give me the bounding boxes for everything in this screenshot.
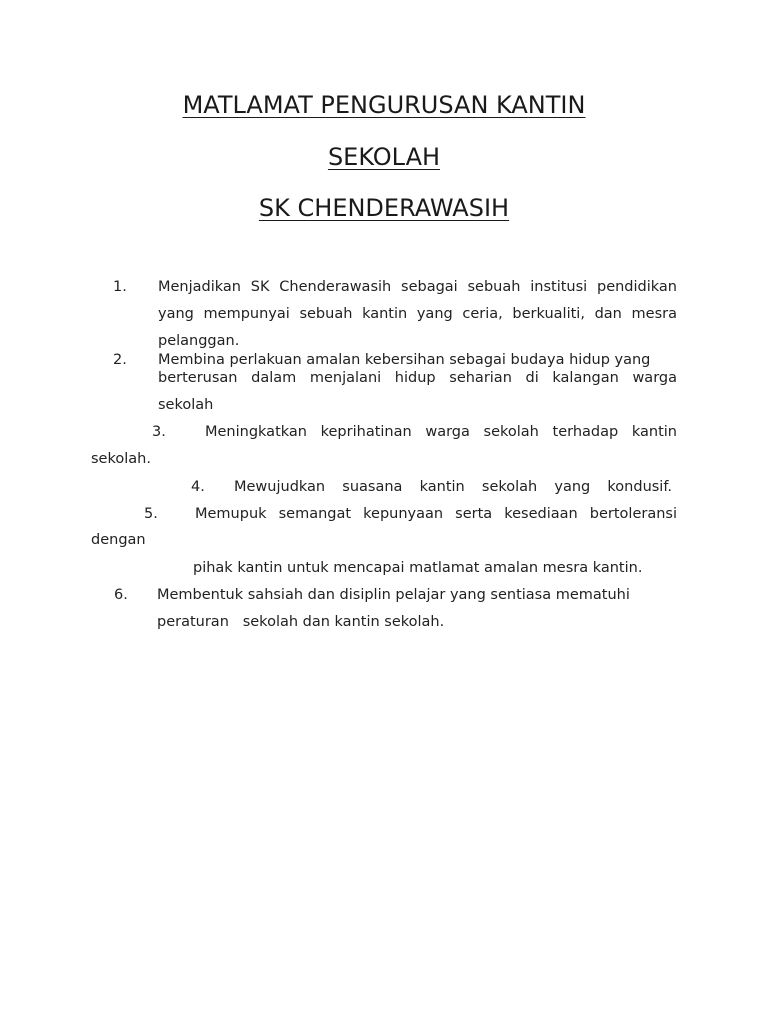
item-1-line-3: pelanggan. — [158, 333, 240, 349]
item-2-line-1: Membina perlakuan amalan kebersihan sebagai budaya hidup yang — [158, 352, 651, 368]
item-2-line-3: sekolah — [158, 397, 214, 413]
document-title-line-1: MATLAMAT PENGURUSAN KANTIN — [182, 91, 586, 119]
item-1-number: 1. — [113, 279, 127, 295]
document-title-line-3: SK CHENDERAWASIH — [258, 194, 510, 222]
item-1-line-1: Menjadikan SK Chenderawasih sebagai sebuah institusi pendidikan — [158, 279, 677, 295]
item-4-number: 4. — [191, 479, 205, 495]
item-5-line-2: dengan — [91, 532, 146, 548]
item-4-line-1: Mewujudkan suasana kantin sekolah yang kondusif. — [234, 479, 672, 495]
item-6-line-2: peraturan sekolah dan kantin sekolah. — [157, 614, 445, 630]
item-1-line-2: yang mempunyai sebuah kantin yang ceria, berkualiti, dan mesra — [158, 306, 677, 322]
item-3-number: 3. — [152, 424, 166, 440]
document-title-line-2: SEKOLAH — [327, 143, 441, 171]
item-6-line-1: Membentuk sahsiah dan disiplin pelajar yang sentiasa mematuhi — [157, 587, 630, 603]
item-3-line-1: Meningkatkan keprihatinan warga sekolah terhadap kantin — [205, 424, 677, 440]
item-5-line-1: Memupuk semangat kepunyaan serta kesediaan bertoleransi — [195, 506, 677, 522]
item-5-line-3: pihak kantin untuk mencapai matlamat amalan mesra kantin. — [193, 560, 643, 576]
item-5-number: 5. — [144, 506, 158, 522]
item-3-line-2: sekolah. — [91, 451, 151, 467]
item-2-line-2: berterusan dalam menjalani hidup seharian di kalangan warga — [158, 370, 677, 386]
item-6-number: 6. — [114, 587, 128, 603]
item-2-number: 2. — [113, 352, 127, 368]
